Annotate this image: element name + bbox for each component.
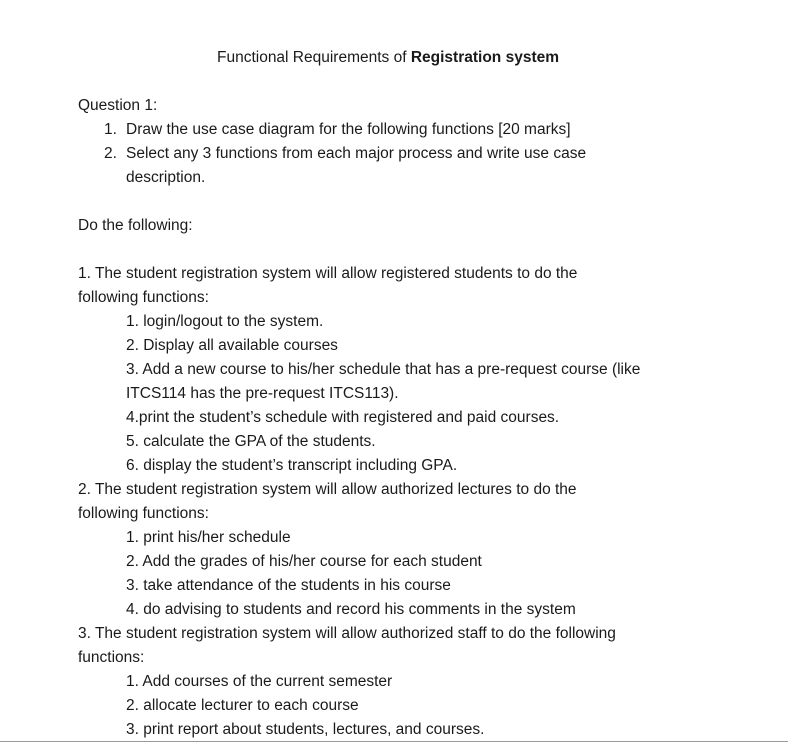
section-intro: 1. The student registration system will allow registered students to do the	[78, 265, 578, 282]
do-following-label: Do the following:	[78, 217, 193, 234]
function-item: 1. print his/her schedule	[126, 529, 291, 546]
question-item-text: Select any 3 functions from each major process and write use case	[126, 145, 587, 162]
function-item: 3. Add a new course to his/her schedule that has a pre-request course (like	[126, 361, 641, 378]
function-item: 1. login/logout to the system.	[126, 313, 324, 330]
function-item: 2. Add the grades of his/her course for each student	[126, 553, 482, 570]
question-heading: Question 1:	[78, 97, 158, 114]
function-item: 4. do advising to students and record his comments in the system	[126, 601, 576, 618]
document-title	[0, 48, 776, 68]
function-item: 1. Add courses of the current semester	[126, 673, 393, 690]
function-item: 3. take attendance of the students in his course	[126, 577, 451, 594]
function-item: 2. allocate lecturer to each course	[126, 697, 359, 714]
page-bottom-divider	[0, 741, 788, 742]
title-bold: Registration system	[410, 49, 560, 66]
section-intro-cont: following functions:	[78, 505, 209, 522]
function-item: 5. calculate the GPA of the students.	[126, 433, 376, 450]
section-intro: 3. The student registration system will allow authorized staff to do the following	[78, 625, 616, 642]
function-item: 2. Display all available courses	[126, 337, 338, 354]
function-item: 3. print report about students, lectures, and courses.	[126, 721, 485, 738]
section-intro-cont: functions:	[78, 649, 145, 666]
question-item-num: 1.	[104, 121, 117, 138]
question-item-text-cont: description.	[126, 169, 206, 186]
question-item-text: Draw the use case diagram for the following functions [20 marks]	[126, 121, 571, 138]
title-prefix: Functional Requirements of	[216, 49, 411, 66]
function-item: 4.print the student’s schedule with registered and paid courses.	[126, 409, 560, 426]
section-intro-cont: following functions:	[78, 289, 209, 306]
section-intro: 2. The student registration system will allow authorized lectures to do the	[78, 481, 577, 498]
question-item-num: 2.	[104, 145, 117, 162]
function-item: ITCS114 has the pre-request ITCS113).	[126, 385, 399, 402]
function-item: 6. display the student’s transcript including GPA.	[126, 457, 458, 474]
